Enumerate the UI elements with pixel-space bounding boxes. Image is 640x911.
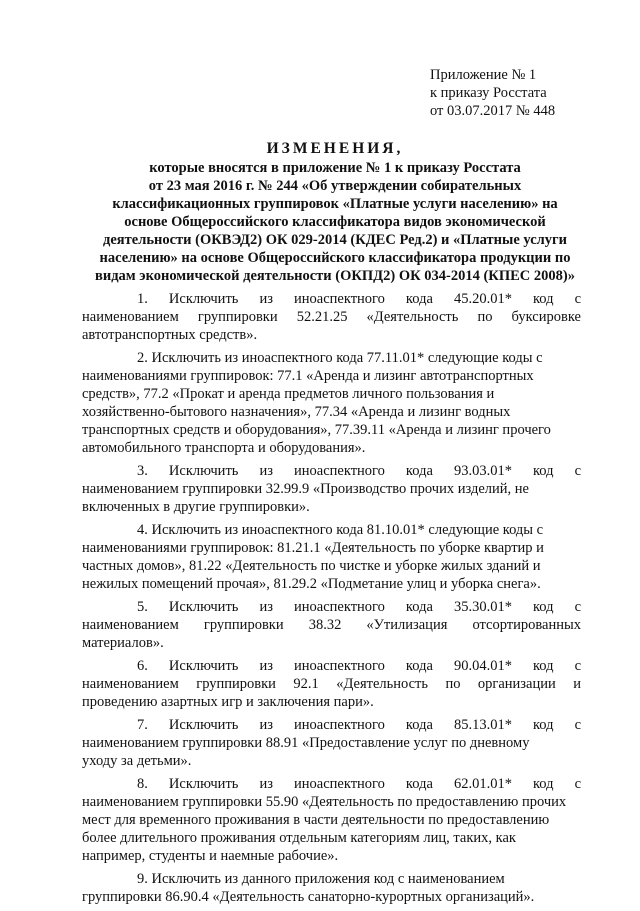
title-line: от 23 мая 2016 г. № 244 «Об утверждении собирательных xyxy=(148,178,522,194)
word: с xyxy=(574,463,581,479)
word: «Деятельность xyxy=(336,676,428,692)
change-item xyxy=(82,462,581,516)
appendix-line: от 03.07.2017 № 448 xyxy=(430,103,556,119)
word: Исключить xyxy=(168,658,239,674)
change-item xyxy=(82,870,581,906)
title-line: деятельности (ОКВЭД2) ОК 029-2014 (КДЕС Ред.2) и «Платные услуги xyxy=(103,232,567,248)
title-line: которые вносятся в приложение № 1 к приказу Росстата xyxy=(149,160,521,176)
word: по xyxy=(445,676,461,692)
document-title xyxy=(60,140,610,285)
item-line: 4. Исключить из иноаспектного кода 81.10.01* следующие коды с xyxy=(137,522,544,538)
word: Исключить xyxy=(168,291,239,307)
word: код xyxy=(532,599,554,615)
item-line: 2. Исключить из иноаспектного кода 77.11.01* следующие коды с xyxy=(137,350,543,366)
word: 6. xyxy=(137,658,148,674)
item-line xyxy=(82,462,581,480)
title-line: видам экономической деятельности (ОКПД2) ОК 034-2014 (КПЕС 2008)» xyxy=(95,268,575,284)
item-line: материалов». xyxy=(82,635,164,651)
appendix-reference xyxy=(430,66,630,120)
word: код xyxy=(532,291,554,307)
word: иноаспектного xyxy=(294,717,385,733)
item-line: хозяйственно-бытового назначения», 77.34 «Аренда и лизинг водных xyxy=(82,404,511,420)
word: код xyxy=(532,463,554,479)
title-heading: ИЗМЕНЕНИЯ, xyxy=(266,140,404,157)
item-line: средств», 77.2 «Прокат и аренда предметов личного пользования и xyxy=(82,386,495,402)
word: наименованием xyxy=(82,676,179,692)
item-line: уходу за детьми». xyxy=(82,753,192,769)
item-line: проведению азартных игр и заключения пари». xyxy=(82,694,374,710)
title-line: классификационных группировок «Платные услуги населению» на xyxy=(112,196,558,212)
word: Исключить xyxy=(168,463,239,479)
title-line: основе Общероссийского классификатора видов экономической xyxy=(124,214,546,230)
title-line: населению» на основе Общероссийского классификатора продукции по xyxy=(99,250,571,266)
word: с xyxy=(574,658,581,674)
change-item xyxy=(82,521,581,593)
word: наименованием xyxy=(82,309,179,325)
word: кода xyxy=(405,776,433,792)
word: по xyxy=(477,309,493,325)
word: 92.1 xyxy=(293,676,319,692)
item-line xyxy=(82,716,581,734)
word: иноаспектного xyxy=(294,463,385,479)
word: кода xyxy=(405,291,433,307)
item-line: например, студенты и наемные рабочие». xyxy=(82,848,339,864)
word: из xyxy=(259,291,273,307)
word: 5. xyxy=(137,599,148,615)
word: группировки xyxy=(203,617,284,633)
word: «Утилизация xyxy=(366,617,448,633)
change-item xyxy=(82,349,581,457)
changes-list xyxy=(82,290,581,911)
word: с xyxy=(574,717,581,733)
word: 85.13.01* xyxy=(453,717,512,733)
item-line: группировки 86.90.4 «Деятельность санаторно-курортных организаций». xyxy=(82,889,535,905)
appendix-line: к приказу Росстата xyxy=(430,85,547,101)
word: отсортированных xyxy=(472,617,581,633)
word: код xyxy=(532,717,554,733)
item-line xyxy=(82,308,581,326)
word: 1. xyxy=(137,291,148,307)
appendix-line: Приложение № 1 xyxy=(430,67,537,83)
word: «Деятельность xyxy=(366,309,459,325)
item-line: автомобильного транспорта и оборудования». xyxy=(82,440,366,456)
word: Исключить xyxy=(168,599,239,615)
word: организации xyxy=(477,676,556,692)
word: 62.01.01* xyxy=(453,776,512,792)
change-item xyxy=(82,716,581,770)
word: с xyxy=(574,291,581,307)
word: кода xyxy=(405,717,433,733)
item-line xyxy=(82,598,581,616)
change-item xyxy=(82,657,581,711)
item-line: наименованиями группировок: 77.1 «Аренда и лизинг автотранспортных xyxy=(82,368,534,384)
item-line: автотранспортных средств». xyxy=(82,327,258,343)
word: 90.04.01* xyxy=(453,658,512,674)
word: иноаспектного xyxy=(294,776,385,792)
item-line: 9. Исключить из данного приложения код с наименованием xyxy=(137,871,505,887)
change-item xyxy=(82,598,581,652)
item-line: нежилых помещений прочая», 81.29.2 «Подметание улиц и уборка снега». xyxy=(82,576,541,592)
word: с xyxy=(574,599,581,615)
word: код xyxy=(532,658,554,674)
word: из xyxy=(259,658,273,674)
word: иноаспектного xyxy=(294,658,385,674)
word: из xyxy=(259,717,273,733)
word: с xyxy=(574,776,581,792)
word: иноаспектного xyxy=(294,291,385,307)
item-line xyxy=(82,616,581,634)
item-line: более длительного проживания отдельным категориям лиц, таких, как xyxy=(82,830,516,846)
word: 35.30.01* xyxy=(453,599,512,615)
word: 38.32 xyxy=(308,617,342,633)
item-line xyxy=(82,657,581,675)
word: 3. xyxy=(137,463,148,479)
word: 45.20.01* xyxy=(453,291,512,307)
word: иноаспектного xyxy=(294,599,385,615)
item-line: наименованием группировки 88.91 «Предоставление услуг по дневному xyxy=(82,735,530,751)
word: из xyxy=(259,463,273,479)
word: группировки xyxy=(197,309,278,325)
word: кода xyxy=(405,658,433,674)
item-line: наименованием группировки 55.90 «Деятельность по предоставлению прочих xyxy=(82,794,567,810)
word: группировки xyxy=(196,676,276,692)
word: из xyxy=(259,599,273,615)
item-line: транспортных средств и оборудования», 77.39.11 «Аренда и лизинг прочего xyxy=(82,422,551,438)
word: наименованием xyxy=(82,617,179,633)
word: Исключить xyxy=(168,717,239,733)
item-line xyxy=(82,775,581,793)
word: из xyxy=(259,776,273,792)
word: буксировке xyxy=(511,309,581,325)
item-line: наименованиями группировок: 81.21.1 «Деятельность по уборке квартир и xyxy=(82,540,544,556)
item-line: включенных в другие группировки». xyxy=(82,499,310,515)
word: 52.21.25 xyxy=(296,309,348,325)
word: Исключить xyxy=(168,776,239,792)
item-line: мест для временного проживания в части деятельности по предоставлению xyxy=(82,812,550,828)
word: кода xyxy=(405,599,433,615)
item-line: наименованием группировки 32.99.9 «Производство прочих изделий, не xyxy=(82,481,529,497)
item-line xyxy=(82,290,581,308)
word: кода xyxy=(405,463,433,479)
title-lines xyxy=(60,159,610,285)
word: код xyxy=(532,776,554,792)
change-item xyxy=(82,290,581,344)
word: 93.03.01* xyxy=(453,463,512,479)
word: 8. xyxy=(137,776,148,792)
word: 7. xyxy=(137,717,148,733)
change-item xyxy=(82,775,581,865)
word: и xyxy=(573,676,581,692)
item-line xyxy=(82,675,581,693)
item-line: частных домов», 81.22 «Деятельность по чистке и уборке жилых зданий и xyxy=(82,558,541,574)
